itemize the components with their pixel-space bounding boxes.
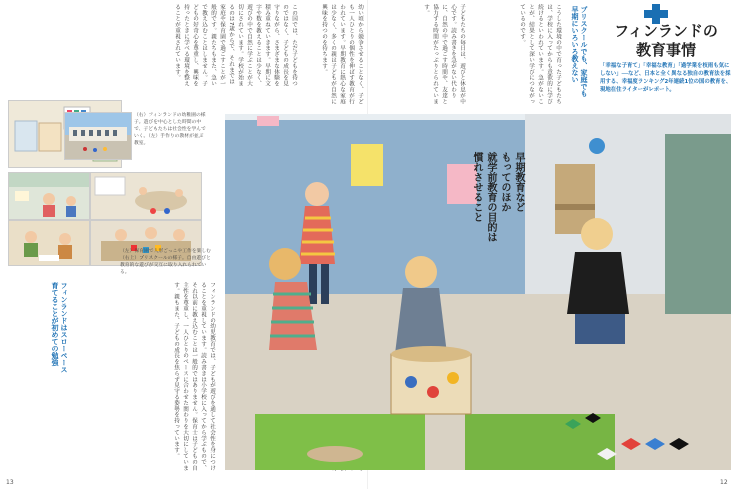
pull-quote-line-3: 就学前教育の目的は	[485, 152, 496, 242]
photo-kids-play	[8, 172, 90, 220]
body-column-mid: フィンランドの幼児教育では、子どもが遊びを通して社会性を身につけることを重視しています。読み書きは小学校に入ってから学ぶもので、それ以前に教え込むことは一般的ではありません。保育士は子どもの自主性を尊重し、一人ひとりのペースに合わせた関わりを大切にしています。親もまた、子どもの成長を焦らず見守る姿勢を持っています。	[173, 282, 215, 471]
school-building-image	[65, 113, 131, 159]
kicker	[554, 6, 588, 110]
main-photo	[225, 114, 731, 470]
pull-quote-line-4: 慣れさせること	[471, 152, 482, 222]
caption-top: （右）フィンランドの幼稚園の様子。遊びを中心とした時間の中で、子どもたちは社会性を学んでいく。（左）手作りの教材が並ぶ教室。	[134, 113, 206, 146]
feature-title: フィンランドの 教育事情	[614, 22, 718, 59]
feature-lead: 「幸福な子育て」「幸福な教育」「過学業を枝雨も気にしない」──など、日本と全く異なる独自の教育法を採用する、幸福度ランキング2年連続1位の国の教育を、現地在住ライターがレポート。	[600, 63, 732, 93]
caption-bottom: （左）保育園で人形ごっこや工作を楽しむ（右上）プリスクールの様子。自由遊びと教育的な遊びが交互に取り入れられている。	[120, 249, 212, 274]
photo-school-building	[64, 112, 132, 160]
subhead-line-1: フィンランドはスローペース	[60, 282, 68, 373]
pull-quote-line-2: もってのほか	[499, 152, 510, 212]
crafts-image	[9, 221, 89, 265]
body-column-right-page-2: こうした環境の中で育った子どもたちは、学校に入ってからも意欲的に学び続けるといわれています。急がないことが、結果として深い学びにつながっているのです。	[519, 4, 561, 105]
body-column-right-page: 子どもたちの毎日は、遊びと休息が中心です。読み書きを急がない代わりに、自然の中で過ごす時間や、友達と協力する時間がたっぷりとられています。	[423, 4, 465, 105]
folio-left: 13	[6, 479, 14, 486]
photo-playroom	[90, 172, 202, 220]
kicker-line-2: 早期にいろいろ教えない	[571, 6, 579, 83]
feature-title-block	[596, 4, 736, 108]
folio-right: 12	[720, 479, 728, 486]
pull-quote	[469, 152, 525, 270]
subhead	[28, 282, 68, 402]
photo-crafts	[8, 220, 90, 266]
kicker-line-1: プリスクールでも、家庭でも	[580, 6, 588, 97]
kids-play-image	[9, 173, 89, 219]
flag-cross-icon	[644, 4, 668, 24]
pull-quote-line-1: 早期教育など	[513, 152, 524, 212]
body-column-top-right: 幼い頃から競争させることなく、子ども一人ひとりの個性を伸ばす教育が行われています。早期教育に熱心な家庭は少なく、多くの親は子どもが自然に興味を持つのを待ちます。	[321, 4, 363, 105]
body-column: この国では、ただ子どもを待つのではなく、子どもの成長を見守りながら、さまざまな体験を積み重ねていきます。早期に文字や数を教えることは少なく、遊びの中で自然に学ぶことが大切にされています。学校が始まるのは7歳からで、それまでは家庭や保育園で過ごすことが一般的です。親たちもまた、急いで教え込むことはしません。子どもの好奇心を尊重し、興味を持ったときに学べる環境を整えることが重視されています。	[174, 4, 297, 87]
subhead-line-2: 育てることが初めての勉強	[51, 282, 59, 366]
playroom-image	[91, 173, 201, 219]
